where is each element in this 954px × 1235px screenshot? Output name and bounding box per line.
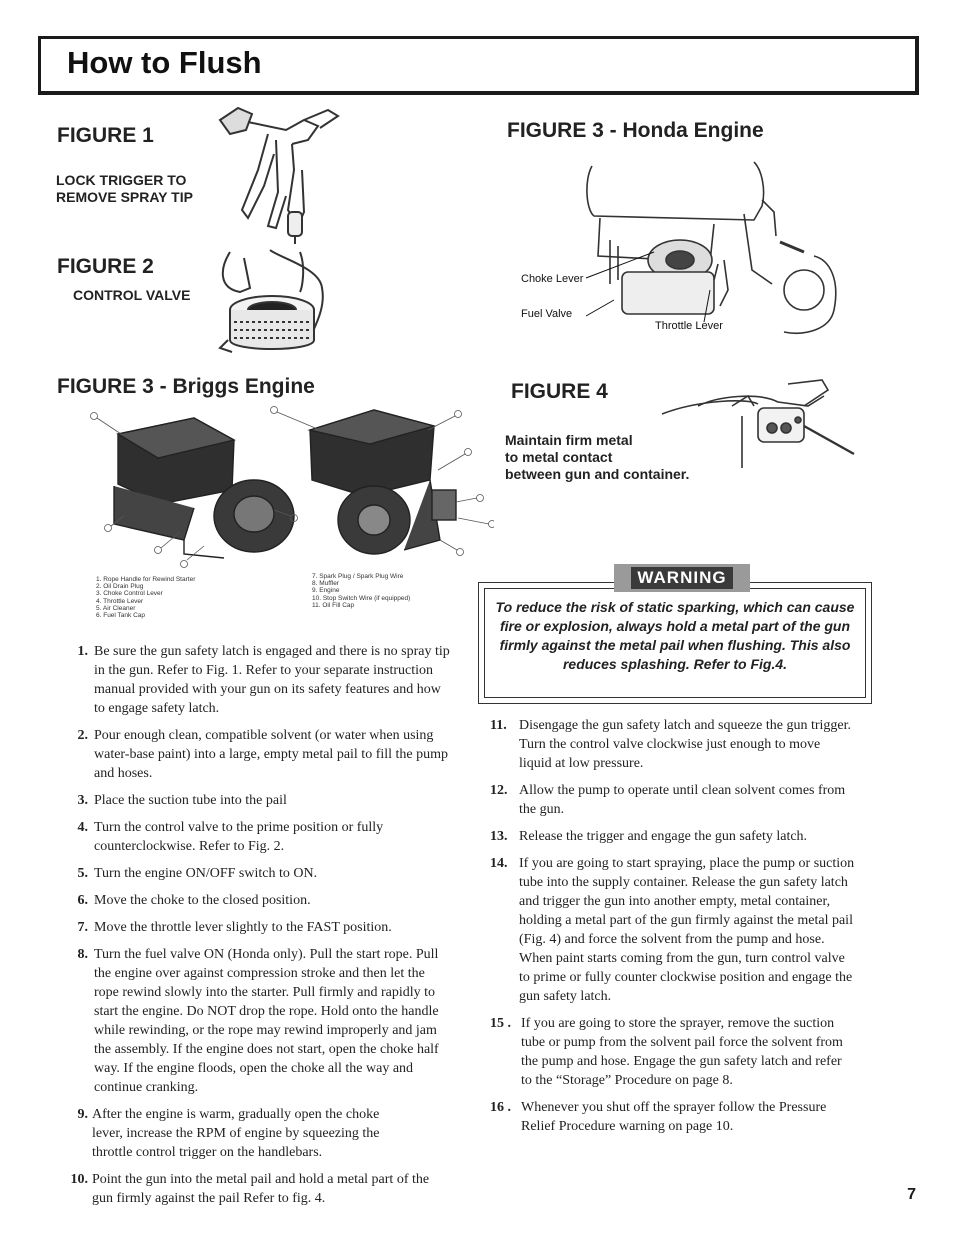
- warning-badge-label: WARNING: [631, 567, 732, 589]
- step-number: 16 .: [490, 1100, 511, 1115]
- step-number: 5.: [77, 866, 88, 881]
- figure4-caption-line2: to metal contact: [505, 449, 613, 465]
- step-item: [490, 1098, 856, 1136]
- step-number: 11.: [490, 718, 507, 733]
- step-text: If you are going to store the sprayer, remove the suction tube or pump from the solvent pail force the solvent from the pump and hose. Engage the gun safety latch and refer to the “Storage” Procedure on page 8.: [521, 1016, 843, 1088]
- honda-fuel-label: Fuel Valve: [521, 308, 573, 320]
- step-text: Whenever you shut off the sprayer follow the Pressure Relief Procedure warning on page 10.: [521, 1100, 827, 1134]
- legend-item: 2. Oil Drain Plug: [96, 583, 144, 591]
- step-number: 10.: [70, 1172, 88, 1187]
- warning-badge: [614, 564, 750, 592]
- step-text: After the engine is warm, gradually open the choke lever, increase the RPM of engine by squeezing the throttle control trigger on the handlebars.: [92, 1107, 380, 1160]
- step-item: [66, 864, 450, 883]
- step-item: [66, 918, 450, 937]
- step-item: [66, 945, 450, 1097]
- steps-right: [490, 716, 856, 1144]
- step-text: Allow the pump to operate until clean solvent comes from the gun.: [519, 783, 846, 817]
- step-text: Move the throttle lever slightly to the FAST position.: [94, 920, 392, 935]
- step-item: [490, 716, 856, 773]
- step-number: 2.: [77, 728, 88, 743]
- step-number: 4.: [77, 820, 88, 835]
- figure2-heading: FIGURE 2: [57, 255, 154, 278]
- step-number: 9.: [77, 1107, 88, 1122]
- figure4-caption-line3: between gun and container.: [505, 466, 690, 482]
- legend-item: 9. Engine: [312, 587, 340, 595]
- step-number: 7.: [77, 920, 88, 935]
- control-valve-icon: [210, 248, 340, 360]
- legend-item: 1. Rope Handle for Rewind Starter: [96, 576, 196, 583]
- step-item: [490, 1014, 856, 1090]
- step-text: If you are going to start spraying, place the pump or suction tube into the supply container. Release the gun safety latch and trigger the gun into another empty, metal container, holding a metal part of the gun firmly against the metal pail (Fig. 4) and force the solvent from the pump and hose. When paint starts coming from the gun, turn control valve to prime or fully counter clockwise position and engage the gun safety latch.: [519, 856, 855, 1004]
- legend-item: 4. Throttle Lever: [96, 597, 144, 605]
- gun-pail-icon: [658, 376, 858, 472]
- figure4-heading: FIGURE 4: [511, 380, 608, 403]
- briggs-legend-right: [312, 573, 410, 609]
- step-item: [66, 891, 450, 910]
- step-text: Turn the fuel valve ON (Honda only). Pull the start rope. Pull the engine over against compression stroke and then let the rope rewind slowly into the starter. Pull firmly and rapidly to start the engine. Do NOT drop the rope. Hold onto the handle while rewinding, or the rope may rewind improperly and jam the assembly. If the engine does not start, open the choke half way. If the engine floods, open the choke all the way and continue cranking.: [94, 947, 439, 1095]
- spray-gun-icon: [208, 100, 358, 248]
- step-item: [66, 642, 450, 718]
- figure2-caption: CONTROL VALVE: [73, 287, 191, 303]
- honda-choke-label: Choke Lever: [521, 273, 584, 285]
- legend-item: 5. Air Cleaner: [96, 604, 136, 612]
- legend-item: 8. Muffler: [312, 580, 339, 588]
- steps-left: [66, 642, 450, 1216]
- step-item: [66, 818, 450, 856]
- legend-item: 6. Fuel Tank Cap: [96, 612, 146, 620]
- step-item: [490, 827, 856, 846]
- warning-text: To reduce the risk of static sparking, which can cause fire or explosion, always hold a metal part of the gun firmly against the metal pail when flushing. This also reduces splashing. Refer to Fig.4.: [495, 599, 855, 672]
- step-text: Pour enough clean, compatible solvent (or water when using water-base paint) into a large, empty metal pail to fill the pump and hoses.: [94, 728, 449, 781]
- step-number: 3.: [77, 793, 88, 808]
- step-number: 8.: [77, 947, 88, 962]
- step-text: Place the suction tube into the pail: [94, 793, 287, 808]
- step-number: 15 .: [490, 1016, 511, 1031]
- briggs-legend-left: [96, 576, 195, 619]
- step-text: Release the trigger and engage the gun safety latch.: [519, 829, 808, 844]
- step-item: [66, 726, 450, 783]
- page-title: How to Flush: [67, 45, 262, 80]
- figure1-heading: FIGURE 1: [57, 124, 154, 147]
- step-text: Point the gun into the metal pail and hold a metal part of the gun firmly against the pail Refer to fig. 4.: [92, 1172, 430, 1206]
- step-number: 12.: [490, 783, 508, 798]
- figure1-caption-line1: LOCK TRIGGER TO: [56, 172, 187, 188]
- legend-item: 11. Oil Fill Cap: [312, 601, 355, 609]
- legend-item: 7. Spark Plug / Spark Plug Wire: [312, 573, 404, 580]
- step-item: [490, 781, 856, 819]
- step-number: 13.: [490, 829, 508, 844]
- step-text: Disengage the gun safety latch and squeeze the gun trigger. Turn the control valve clockwise just enough to move liquid at low pressure.: [519, 718, 851, 771]
- figure4-caption-line1: Maintain firm metal: [505, 432, 633, 448]
- legend-item: 10. Stop Switch Wire (if equipped): [312, 594, 411, 602]
- figure1-caption-line2: REMOVE SPRAY TIP: [56, 189, 193, 205]
- page-number: 7: [907, 1186, 916, 1203]
- step-text: Be sure the gun safety latch is engaged and there is no spray tip in the gun. Refer to Fig. 1. Refer to your separate instruction manual provided with your gun on its safety features and how to engage safety latch.: [94, 644, 450, 716]
- title-box: [38, 36, 919, 95]
- figure3-briggs-heading: FIGURE 3 - Briggs Engine: [57, 375, 315, 398]
- briggs-engine-icon: [84, 400, 494, 570]
- step-item: [66, 791, 450, 810]
- figure1-caption: [56, 172, 193, 206]
- step-number: 6.: [77, 893, 88, 908]
- step-number: 1.: [77, 644, 88, 659]
- step-item: [490, 854, 856, 1006]
- step-item: [66, 1105, 450, 1162]
- step-text: Turn the engine ON/OFF switch to ON.: [94, 866, 318, 881]
- step-number: 14.: [490, 856, 508, 871]
- step-text: Move the choke to the closed position.: [94, 893, 311, 908]
- figure3-honda-heading: FIGURE 3 - Honda Engine: [507, 119, 764, 142]
- legend-item: 3. Choke Control Lever: [96, 590, 163, 598]
- step-text: Turn the control valve to the prime position or fully counterclockwise. Refer to Fig. 2.: [94, 820, 384, 854]
- honda-throttle-label: Throttle Lever: [655, 320, 723, 332]
- step-item: [66, 1170, 450, 1208]
